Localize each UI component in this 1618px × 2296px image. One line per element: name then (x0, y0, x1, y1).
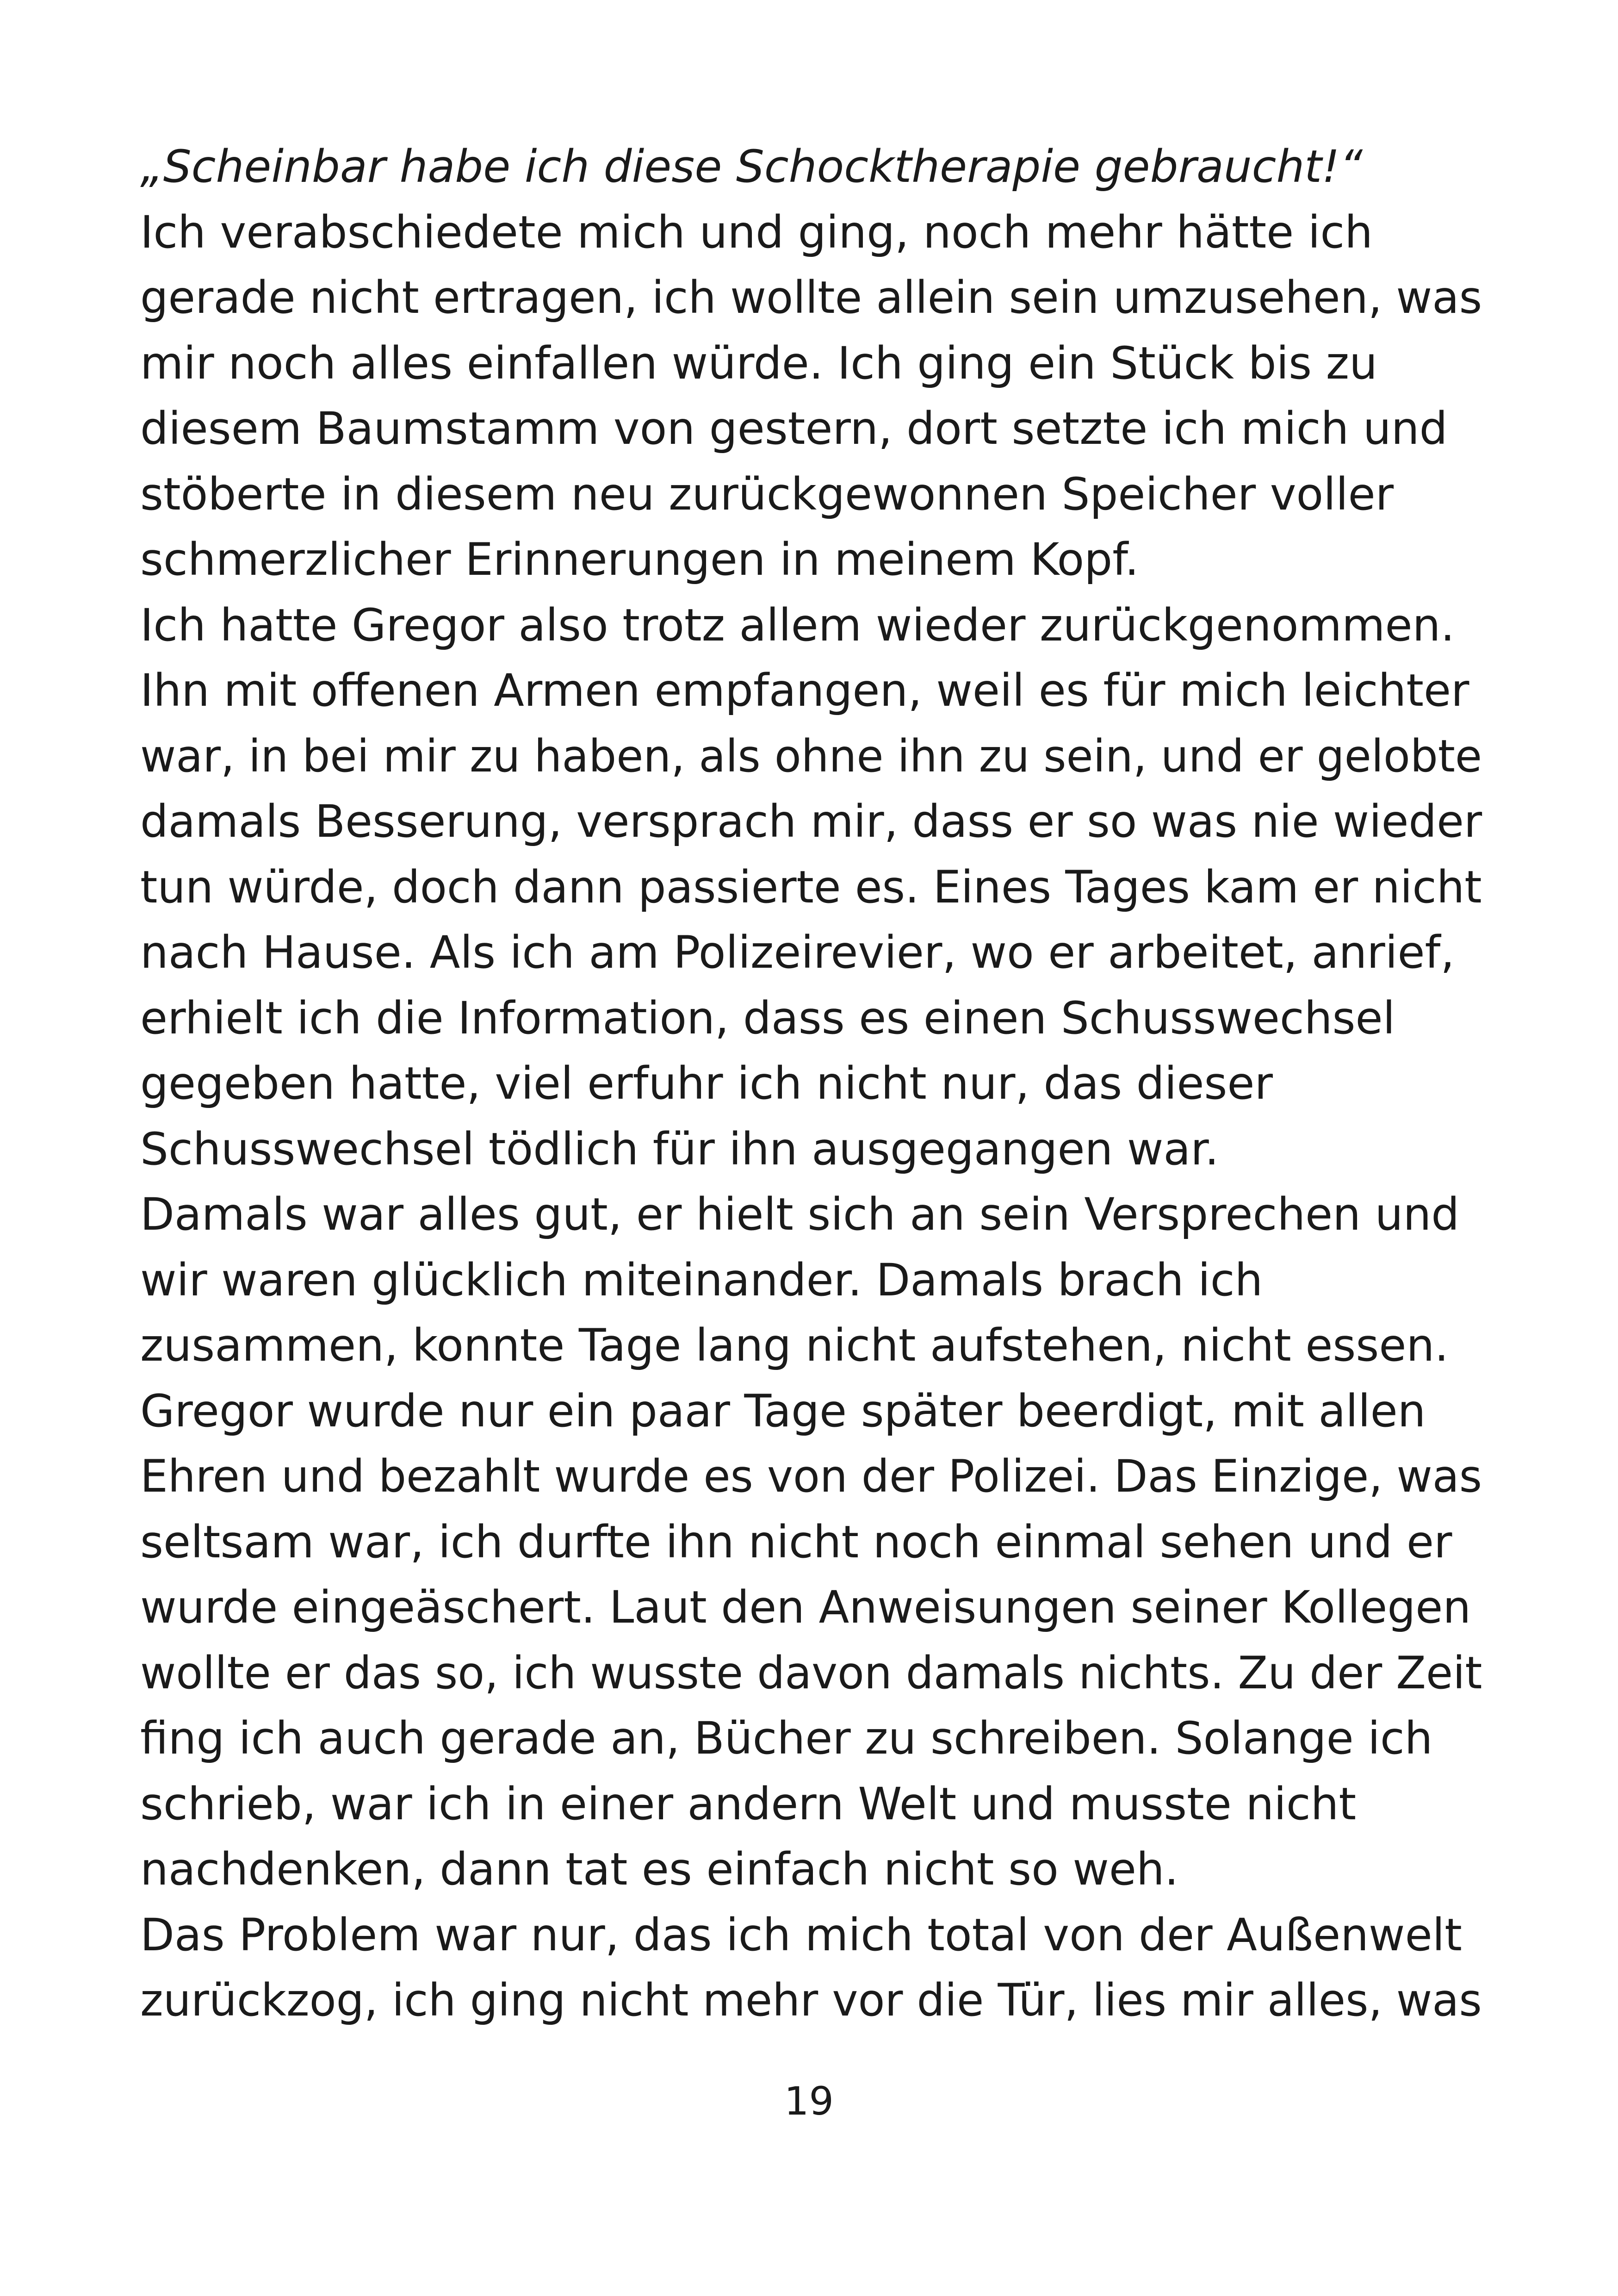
text-line: erhielt ich die Information, dass es einen Schusswechsel (140, 992, 1395, 1044)
text-line: diesem Baumstamm von gestern, dort setzte ich mich und (140, 403, 1448, 454)
body-text (140, 134, 1482, 2034)
text-line-quote: „Scheinbar habe ich diese Schocktherapie gebraucht!“ (140, 141, 1363, 193)
text-line: Ihn mit offenen Armen empfangen, weil es für mich leichter (140, 665, 1469, 716)
text-line: nach Hause. Als ich am Polizeirevier, wo er arbeitet, anrief, (140, 927, 1455, 978)
text-line: Schusswechsel tödlich für ihn ausgegangen war. (140, 1123, 1219, 1175)
text-line: war, in bei mir zu haben, als ohne ihn zu sein, und er gelobte (140, 730, 1482, 782)
text-line: schmerzlicher Erinnerungen in meinem Kopf. (140, 534, 1139, 585)
text-line: fing ich auch gerade an, Bücher zu schreiben. Solange ich (140, 1712, 1433, 1764)
text-line: schrieb, war ich in einer andern Welt und musste nicht (140, 1778, 1357, 1830)
text-line: Gregor wurde nur ein paar Tage später beerdigt, mit allen (140, 1385, 1426, 1437)
page-number: 19 (784, 2078, 834, 2124)
text-line: Ehren und bezahlt wurde es von der Polizei. Das Einzige, was (140, 1450, 1482, 1502)
text-line: Ich verabschiedete mich und ging, noch mehr hätte ich (140, 206, 1373, 258)
text-line: mir noch alles einfallen würde. Ich ging ein Stück bis zu (140, 337, 1377, 389)
text-line: Ich hatte Gregor also trotz allem wieder zurückgenommen. (140, 599, 1455, 651)
text-line: stöberte in diesem neu zurückgewonnen Speicher voller (140, 468, 1394, 520)
text-line: damals Besserung, versprach mir, dass er so was nie wieder (140, 796, 1482, 847)
text-line: wollte er das so, ich wusste davon damals nichts. Zu der Zeit (140, 1647, 1482, 1699)
text-line: tun würde, doch dann passierte es. Eines Tages kam er nicht (140, 861, 1482, 913)
text-line: gerade nicht ertragen, ich wollte allein sein umzusehen, was (140, 272, 1482, 324)
text-line: Damals war alles gut, er hielt sich an sein Versprechen und (140, 1188, 1460, 1240)
text-line: wurde eingeäschert. Laut den Anweisungen seiner Kollegen (140, 1581, 1471, 1633)
text-line: Das Problem war nur, das ich mich total von der Außenwelt (140, 1909, 1462, 1961)
text-line: zusammen, konnte Tage lang nicht aufstehen, nicht essen. (140, 1319, 1449, 1371)
text-line: wir waren glücklich miteinander. Damals brach ich (140, 1254, 1263, 1306)
text-line: gegeben hatte, viel erfuhr ich nicht nur, das dieser (140, 1058, 1273, 1109)
text-line: nachdenken, dann tat es einfach nicht so weh. (140, 1843, 1179, 1895)
text-line: seltsam war, ich durfte ihn nicht noch einmal sehen und er (140, 1516, 1452, 1568)
text-line: zurückzog, ich ging nicht mehr vor die Tür, lies mir alles, was (140, 1974, 1482, 2026)
